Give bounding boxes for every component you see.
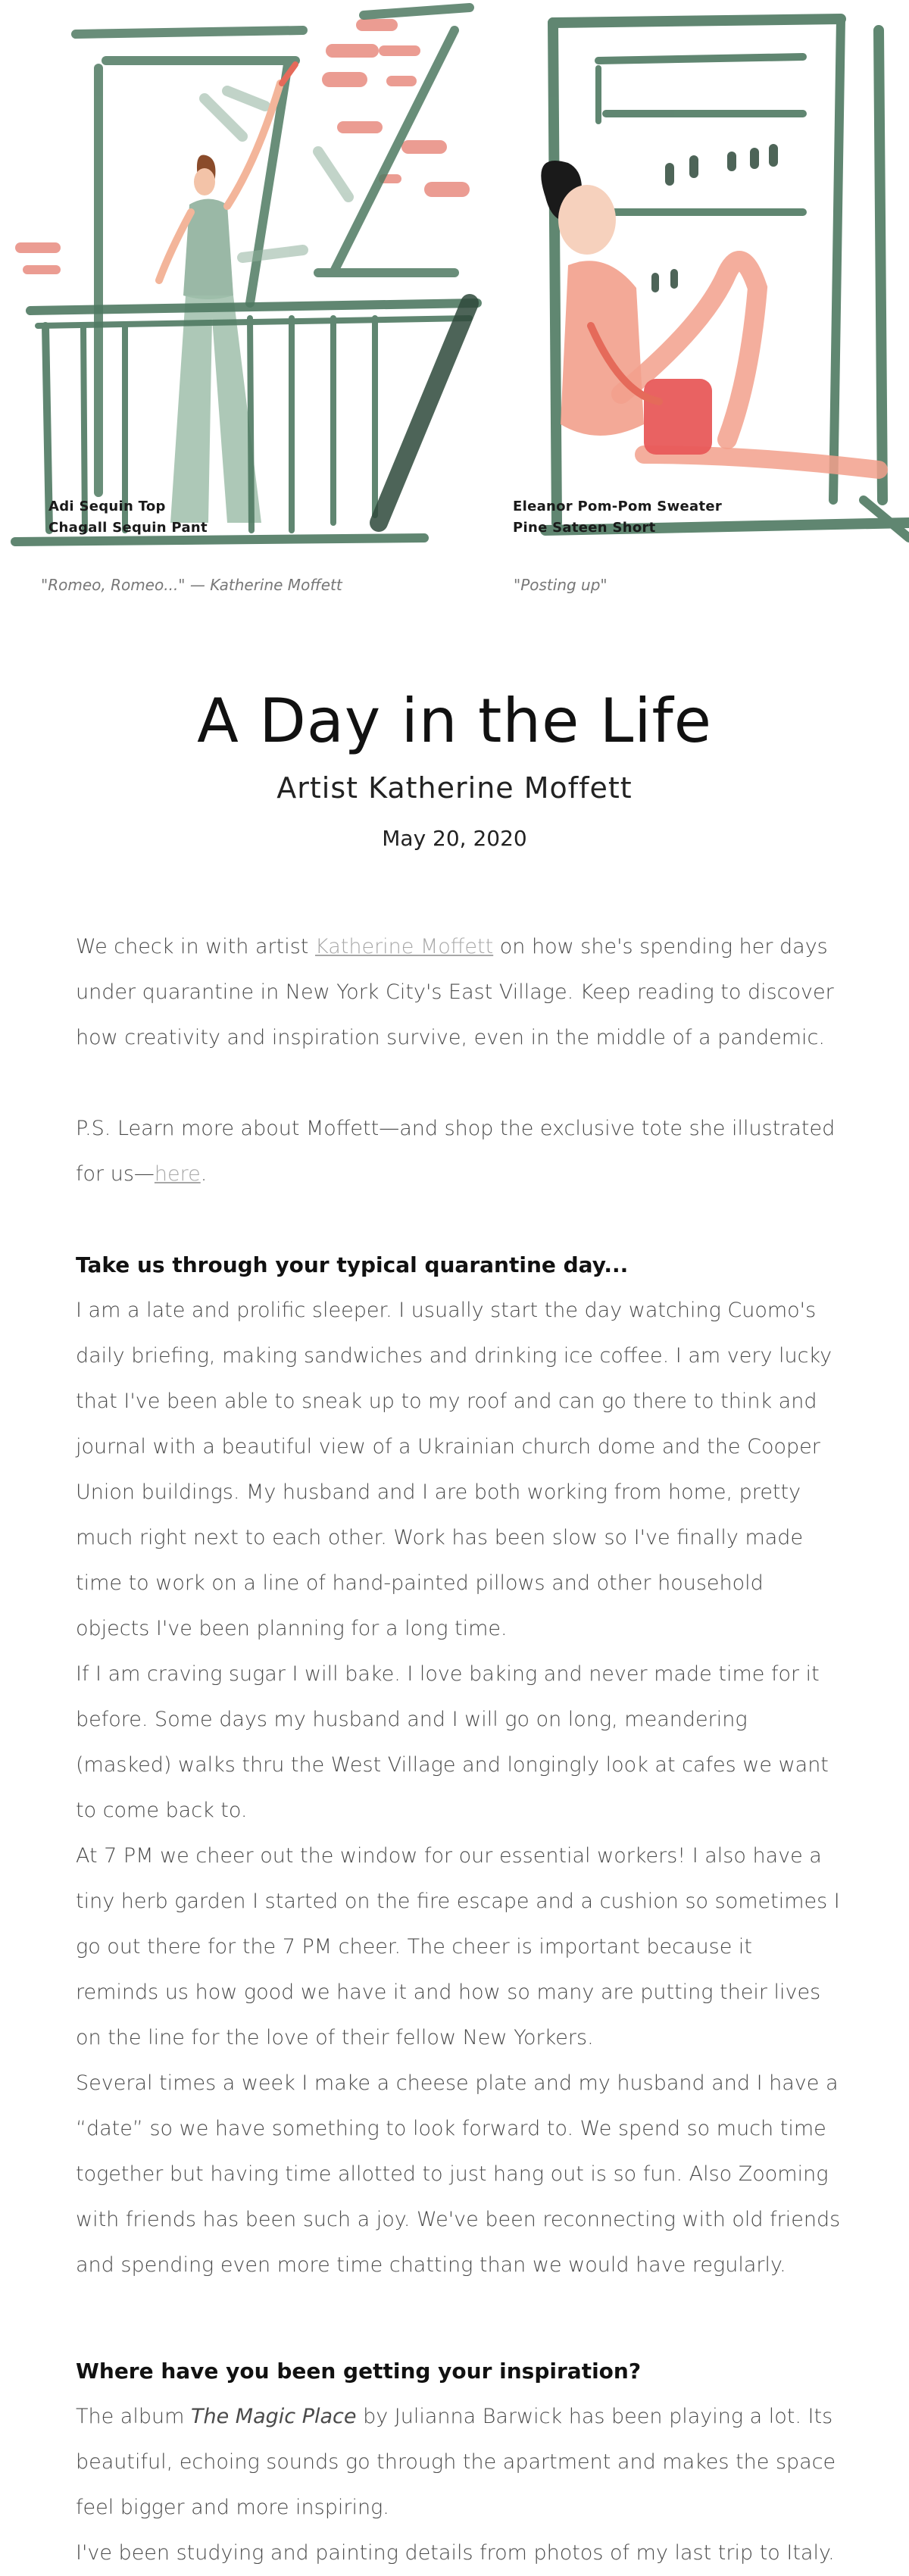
article-date: May 20, 2020	[382, 826, 527, 851]
watercolor-balcony-illustration	[0, 0, 485, 553]
answer-text	[76, 2394, 841, 2576]
article-subtitle: Artist Katherine Moffett	[276, 771, 633, 805]
answer-paragraph: At 7 PM we cheer out the window for our essential workers! I also have a tiny herb garden I started on the fire escape and a cushion so sometimes I go out there for the 7 PM cheer. The cheer is important because it reminds us how good we have it and how so many are putting their lives on the line for the love of their fellow New Yorkers.	[76, 1844, 840, 2049]
product-list-right	[513, 496, 722, 539]
product-link[interactable]: Chagall Sequin Pant	[48, 520, 208, 536]
question-heading: Take us through your typical quarantine day...	[76, 1252, 629, 1277]
ps-paragraph: P.S. Learn more about Moffett—and shop the exclusive tote she illustrated for us—here.	[76, 1117, 836, 1186]
article-title: A Day in the Life	[197, 686, 712, 756]
intro-paragraph: We check in with artist Katherine Moffett on how she's spending her days under quarantine in New York City's East Village. Keep reading to discover how creativity and inspiration survive, even in the middle of a pandemic.	[76, 935, 834, 1049]
illustration-row	[0, 0, 909, 576]
product-list-left	[48, 496, 208, 539]
shop-tote-link[interactable]: here	[154, 1162, 201, 1186]
illustration-caption-right: "Posting up"	[514, 576, 608, 594]
answer-paragraph: I've been studying and painting details from photos of my last trip to Italy.	[76, 2541, 835, 2565]
album-title: The Magic Place	[190, 2405, 357, 2428]
illustration-romeo	[0, 0, 485, 553]
qa-section-inspiration	[76, 2349, 841, 2576]
product-link[interactable]: Eleanor Pom-Pom Sweater	[513, 499, 723, 514]
answer-paragraph: The album The Magic Place by Julianna Barwick has been playing a lot. Its beautiful, echoing sounds go through the apartment and makes the space feel bigger and more inspiring.	[76, 2405, 836, 2519]
illustration-posting-up	[500, 0, 909, 553]
product-link[interactable]: Adi Sequin Top	[48, 499, 166, 514]
answer-paragraph: Several times a week I make a cheese plate and my husband and I have a “date” so we have something to look forward to. We spend so much time together but having time allotted to just hang out is so fun. Also Zooming with friends has been such a joy. We've been reconnecting with old friends and spending even more time chatting than we would have regularly.	[76, 2071, 841, 2277]
illustration-caption-left: "Romeo, Romeo..." — Katherine Moffett	[41, 576, 342, 594]
question-heading: Where have you been getting your inspiration?	[76, 2359, 642, 2384]
artist-link[interactable]: Katherine Moffett	[314, 935, 494, 958]
watercolor-window-illustration	[500, 0, 909, 553]
answer-paragraph: I am a late and prolific sleeper. I usually start the day watching Cuomo's daily briefing, making sandwiches and drinking ice coffee. I am very lucky that I've been able to sneak up to my roof and can go there to think and journal with a beautiful view of a Ukrainian church dome and the Cooper Union buildings. My husband and I are both working from home, pretty much right next to each other. Work has been slow so I've finally made time to work on a line of hand-painted pillows and other household objects I've been planning for a long time.	[76, 1299, 832, 1640]
product-link[interactable]: Pine Sateen Short	[513, 520, 656, 536]
answer-paragraph: If I am craving sugar I will bake. I love baking and never made time for it before. Some days my husband and I will go on long, meandering (masked) walks thru the West Village and longingly look at cafes we want to come back to.	[76, 1662, 829, 1822]
answer-text	[76, 1288, 841, 2288]
qa-section-typical-day	[76, 1243, 841, 2288]
